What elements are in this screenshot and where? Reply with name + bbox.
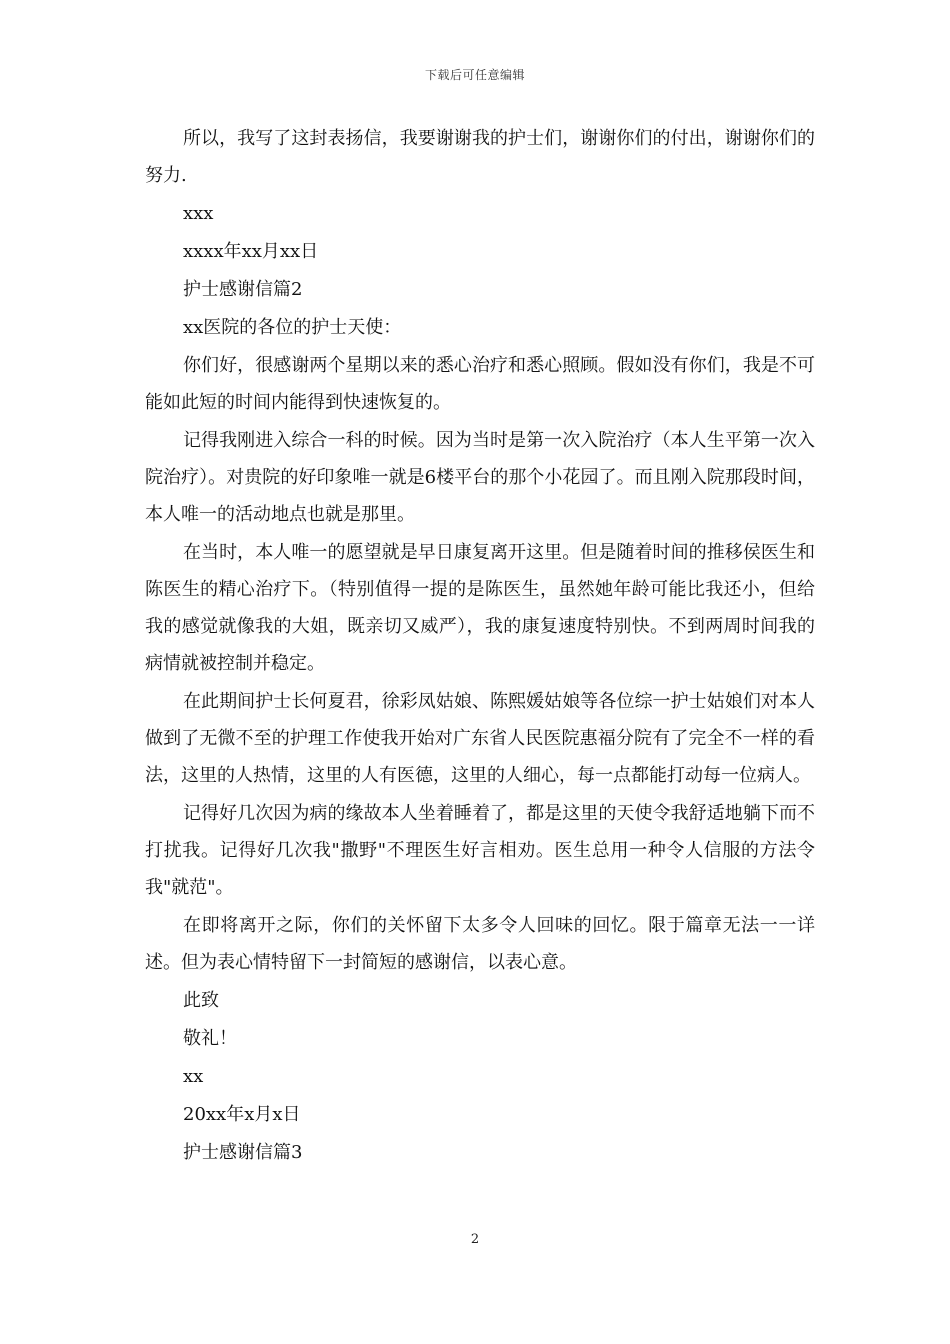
paragraph-thanks-closing: 所以，我写了这封表扬信，我要谢谢我的护士们，谢谢你们的付出，谢谢你们的努力. bbox=[145, 128, 815, 186]
paragraph-angels: 记得好几次因为病的缘故本人坐着睡着了，都是这里的天使令我舒适地躺下而不打扰我。记得好几次我"撒野"不理医生好言相劝。医生总用一种令人信服的方法令我"就范"。 bbox=[145, 803, 815, 898]
paragraph-greeting: 你们好，很感谢两个星期以来的悉心治疗和悉心照顾。假如没有你们，我是不可能如此短的时间内能得到快速恢复的。 bbox=[145, 355, 815, 413]
signature-date: xxxx年xx月xx日 bbox=[183, 241, 319, 262]
document-body bbox=[145, 120, 815, 1172]
closing-zhizhi: 此致 bbox=[183, 990, 219, 1011]
closing-jingli: 敬礼！ bbox=[183, 1028, 237, 1049]
paragraph-farewell: 在即将离开之际，你们的关怀留下太多令人回味的回忆。限于篇章无法一一详述。但为表心情特留下一封简短的感谢信，以表心意。 bbox=[145, 915, 815, 973]
section-title-letter-2: 护士感谢信篇2 bbox=[183, 279, 303, 300]
signature-name-2: xx bbox=[183, 1066, 204, 1087]
signature-name: xxx bbox=[183, 203, 214, 224]
page-number: 2 bbox=[470, 1232, 480, 1247]
page-header: 下载后可任意编辑 bbox=[424, 68, 525, 82]
section-title-letter-3: 护士感谢信篇3 bbox=[183, 1142, 303, 1163]
paragraph-admission: 记得我刚进入综合一科的时候。因为当时是第一次入院治疗（本人生平第一次入院治疗）。对贵院的好印象唯一就是6楼平台的那个小花园了。而且刚入院那段时间，本人唯一的活动地点也就是那里。 bbox=[145, 430, 815, 525]
letter-salutation: xx医院的各位的护士天使： bbox=[183, 317, 402, 338]
paragraph-recovery: 在当时，本人唯一的愿望就是早日康复离开这里。但是随着时间的推移侯医生和陈医生的精心治疗下。（特别值得一提的是陈医生，虽然她年龄可能比我还小，但给我的感觉就像我的大姐，既亲切又威严），我的康复速度特别快。不到两周时间我的病情就被控制并稳定。 bbox=[145, 542, 815, 674]
signature-date-2: 20xx年x月x日 bbox=[183, 1104, 301, 1125]
paragraph-nurses: 在此期间护士长何夏君，徐彩凤姑娘、陈熙媛姑娘等各位综一护士姑娘们对本人做到了无微不至的护理工作使我开始对广东省人民医院惠福分院有了完全不一样的看法，这里的人热情，这里的人有医德，这里的人细心，每一点都能打动每一位病人。 bbox=[145, 691, 815, 786]
